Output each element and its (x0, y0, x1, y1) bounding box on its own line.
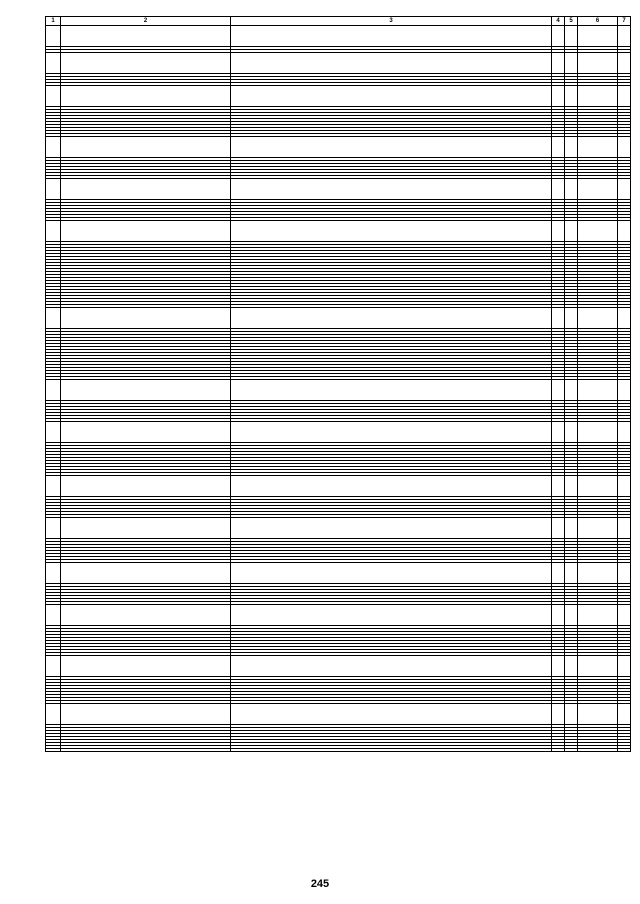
table-cell (46, 656, 61, 677)
table-cell (578, 86, 618, 107)
column-number: 6 (578, 17, 618, 26)
table-cell (578, 137, 618, 158)
table-cell (618, 26, 631, 47)
table-cell (565, 179, 578, 200)
table-cell (46, 476, 61, 497)
page-number: 245 (310, 878, 330, 890)
table-cell (578, 221, 618, 242)
table-cell (618, 221, 631, 242)
table-cell (618, 605, 631, 626)
table-cell (565, 563, 578, 584)
table-cell (61, 422, 231, 443)
table-row (46, 656, 631, 677)
table-cell (552, 704, 565, 725)
table-cell (578, 422, 618, 443)
table-cell (552, 179, 565, 200)
table-cell (552, 86, 565, 107)
table-cell (231, 221, 552, 242)
table-cell (578, 53, 618, 74)
table-cell (46, 179, 61, 200)
table-cell (46, 308, 61, 329)
table-cell (61, 308, 231, 329)
table-cell (46, 380, 61, 401)
table-row (46, 704, 631, 725)
table-cell (231, 179, 552, 200)
table-cell (61, 380, 231, 401)
table-cell (618, 704, 631, 725)
table-cell (578, 308, 618, 329)
table-cell (231, 518, 552, 539)
table-cell (46, 749, 61, 752)
column-number: 1 (46, 17, 61, 26)
table-cell (618, 422, 631, 443)
table-cell (61, 749, 231, 752)
table-row (46, 518, 631, 539)
table-cell (578, 476, 618, 497)
table-cell (61, 221, 231, 242)
table-cell (552, 308, 565, 329)
table-cell (46, 518, 61, 539)
table-cell (46, 53, 61, 74)
table-cell (231, 749, 552, 752)
table-cell (618, 53, 631, 74)
table-cell (552, 53, 565, 74)
table-cell (565, 605, 578, 626)
table-row (46, 308, 631, 329)
table-cell (618, 380, 631, 401)
table-cell (46, 704, 61, 725)
table-cell (552, 563, 565, 584)
table-cell (231, 86, 552, 107)
table-cell (231, 380, 552, 401)
table-cell (46, 605, 61, 626)
column-number-row (46, 17, 631, 26)
table-cell (578, 704, 618, 725)
table-cell (61, 86, 231, 107)
table-cell (618, 86, 631, 107)
table-cell (565, 518, 578, 539)
table-cell (61, 476, 231, 497)
table-cell (552, 137, 565, 158)
table-cell (61, 137, 231, 158)
table-cell (552, 656, 565, 677)
table-cell (61, 704, 231, 725)
table-row (46, 422, 631, 443)
table-row (46, 563, 631, 584)
table-cell (231, 26, 552, 47)
table-cell (231, 422, 552, 443)
table-cell (618, 179, 631, 200)
column-number: 2 (61, 17, 231, 26)
table-cell (231, 137, 552, 158)
table-body (46, 26, 631, 752)
table-cell (552, 380, 565, 401)
table-cell (565, 53, 578, 74)
table-row (46, 605, 631, 626)
table-cell (565, 656, 578, 677)
table-cell (578, 563, 618, 584)
table-row (46, 476, 631, 497)
table-cell (231, 605, 552, 626)
table-cell (578, 605, 618, 626)
table-cell (578, 749, 618, 752)
table-cell (565, 308, 578, 329)
table-row (46, 53, 631, 74)
table-cell (565, 422, 578, 443)
table-cell (552, 749, 565, 752)
table-cell (565, 380, 578, 401)
table-cell (231, 563, 552, 584)
table-cell (578, 380, 618, 401)
table-cell (565, 137, 578, 158)
table-cell (578, 26, 618, 47)
table-cell (61, 53, 231, 74)
column-number: 5 (565, 17, 578, 26)
table-row (46, 26, 631, 47)
column-number: 3 (231, 17, 552, 26)
table-cell (61, 605, 231, 626)
table-cell (61, 518, 231, 539)
table-cell (565, 704, 578, 725)
table-cell (552, 476, 565, 497)
table-cell (61, 26, 231, 47)
table-row (46, 749, 631, 752)
table-row (46, 86, 631, 107)
table-cell (552, 605, 565, 626)
table-cell (231, 656, 552, 677)
table-cell (46, 26, 61, 47)
table-row (46, 137, 631, 158)
table-cell (618, 137, 631, 158)
document-page (45, 16, 630, 866)
table-cell (231, 476, 552, 497)
table-cell (578, 518, 618, 539)
table-cell (565, 476, 578, 497)
table-cell (618, 563, 631, 584)
table-cell (46, 221, 61, 242)
table-cell (552, 26, 565, 47)
table-cell (231, 308, 552, 329)
table-cell (578, 179, 618, 200)
table-row (46, 221, 631, 242)
capital-repair-table (45, 16, 631, 752)
table-cell (565, 86, 578, 107)
table-cell (618, 518, 631, 539)
table-cell (552, 518, 565, 539)
table-cell (552, 221, 565, 242)
table-cell (46, 563, 61, 584)
table-cell (231, 53, 552, 74)
table-cell (565, 221, 578, 242)
column-number: 7 (618, 17, 631, 26)
table-cell (61, 179, 231, 200)
table-cell (552, 422, 565, 443)
table-cell (618, 749, 631, 752)
table-cell (231, 704, 552, 725)
table-cell (565, 26, 578, 47)
table-cell (565, 749, 578, 752)
column-number: 4 (552, 17, 565, 26)
table-cell (618, 308, 631, 329)
table-cell (46, 422, 61, 443)
table-cell (46, 137, 61, 158)
table-row (46, 380, 631, 401)
table-cell (618, 476, 631, 497)
table-cell (61, 563, 231, 584)
table-row (46, 179, 631, 200)
table-cell (46, 86, 61, 107)
table-cell (618, 656, 631, 677)
table-cell (578, 656, 618, 677)
table-cell (61, 656, 231, 677)
